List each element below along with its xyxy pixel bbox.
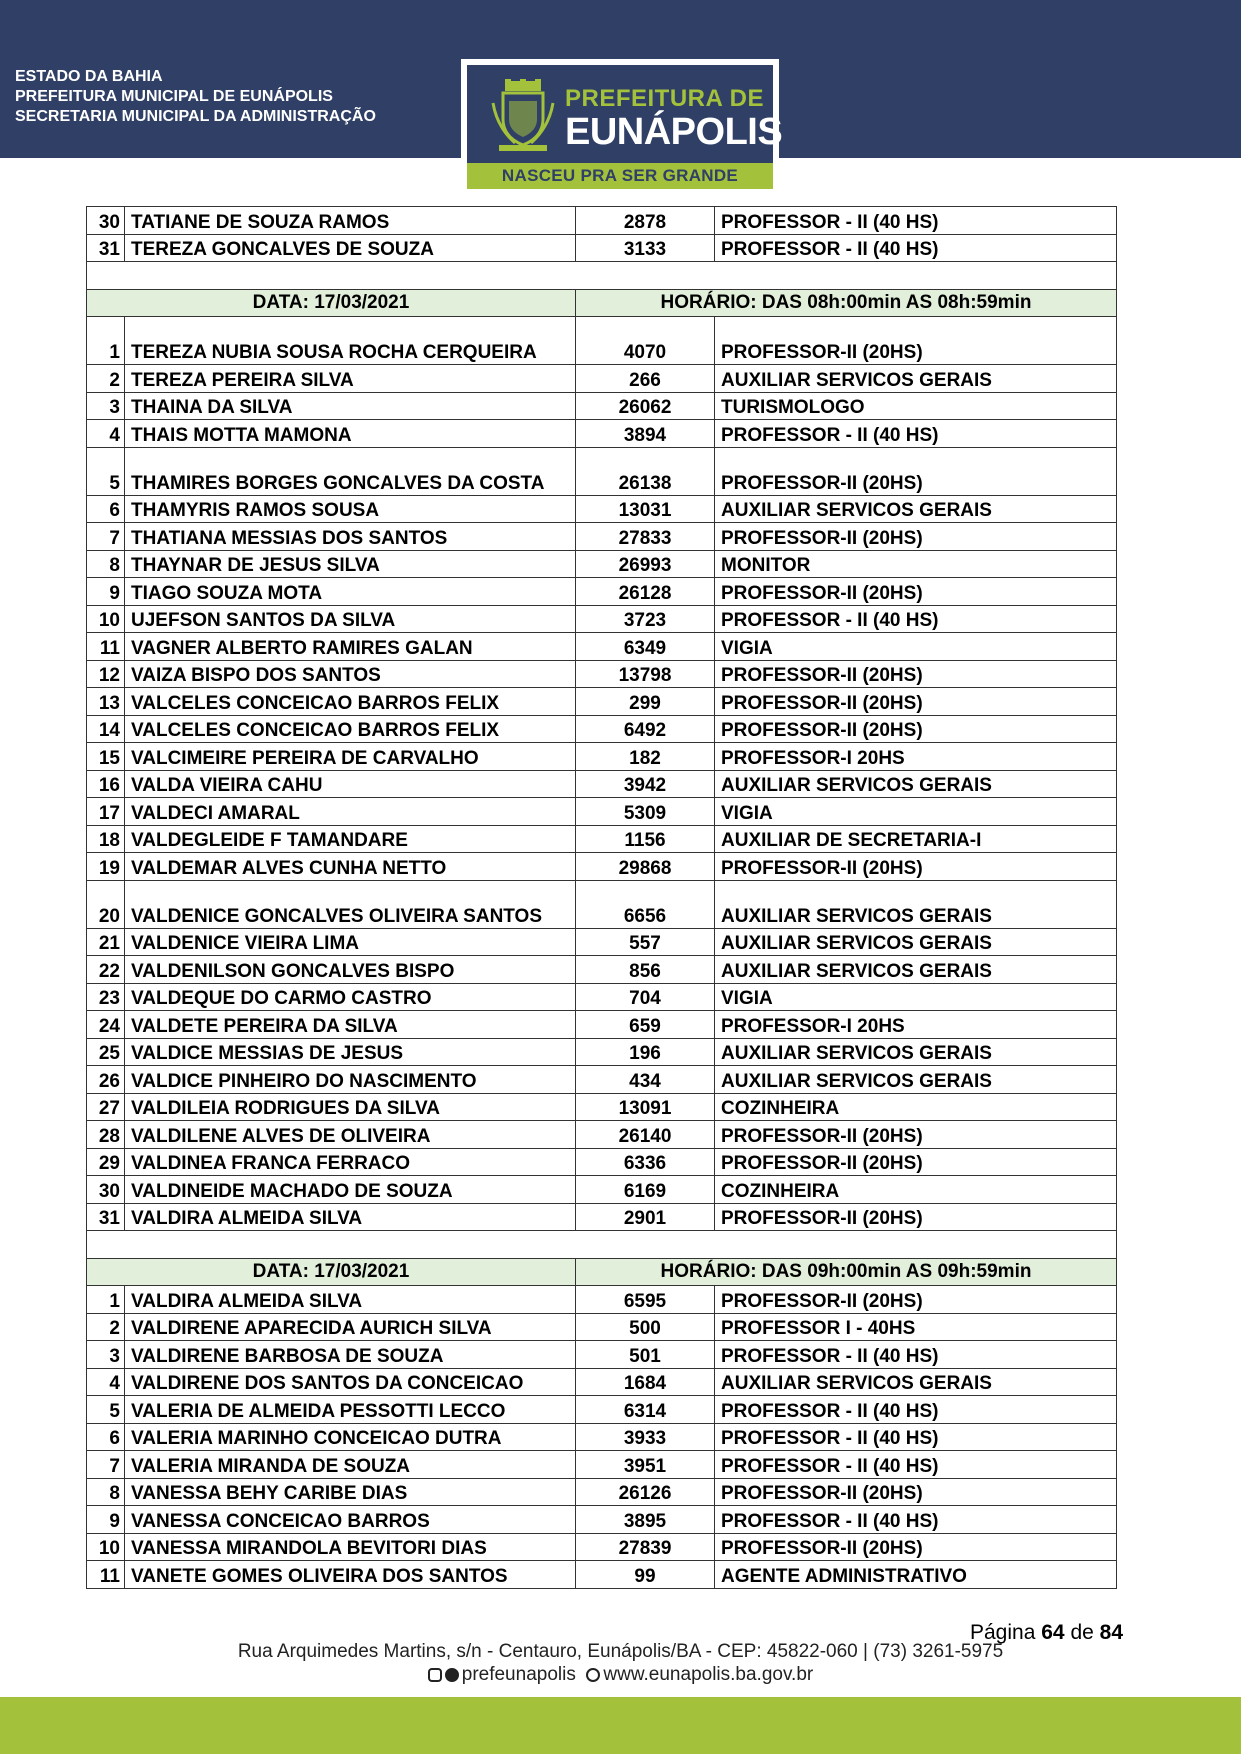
job-title: PROFESSOR-II (20HS) — [715, 578, 1117, 606]
employee-name: TEREZA PEREIRA SILVA — [125, 365, 576, 393]
employee-name: VALDILEIA RODRIGUES DA SILVA — [125, 1093, 576, 1121]
job-title: VIGIA — [715, 983, 1117, 1011]
registration-number: 29868 — [576, 853, 715, 881]
spacer-cell — [87, 1231, 1117, 1259]
table-row — [87, 392, 1117, 420]
employee-name: VALDEMAR ALVES CUNHA NETTO — [125, 853, 576, 881]
table-row — [87, 798, 1117, 826]
row-number: 30 — [87, 207, 125, 235]
row-number: 24 — [87, 1011, 125, 1039]
registration-number: 704 — [576, 983, 715, 1011]
table-row — [87, 1203, 1117, 1231]
employee-name: VALDA VIEIRA CAHU — [125, 770, 576, 798]
job-title: MONITOR — [715, 550, 1117, 578]
registration-number: 434 — [576, 1066, 715, 1094]
employee-name: TEREZA NUBIA SOUSA ROCHA CERQUEIRA — [125, 317, 576, 365]
registration-number: 501 — [576, 1341, 715, 1369]
table-row — [87, 1148, 1117, 1176]
registration-number: 659 — [576, 1011, 715, 1039]
row-number: 12 — [87, 660, 125, 688]
job-title: AGENTE ADMINISTRATIVO — [715, 1561, 1117, 1589]
staff-schedule-table — [86, 206, 1117, 1589]
row-number: 9 — [87, 578, 125, 606]
job-title: AUXILIAR SERVICOS GERAIS — [715, 365, 1117, 393]
row-number: 16 — [87, 770, 125, 798]
job-title: COZINHEIRA — [715, 1176, 1117, 1204]
registration-number: 3723 — [576, 605, 715, 633]
employee-name: VANESSA MIRANDOLA BEVITORI DIAS — [125, 1533, 576, 1561]
job-title: PROFESSOR-II (20HS) — [715, 1121, 1117, 1149]
table-body — [87, 207, 1117, 1589]
row-number: 15 — [87, 743, 125, 771]
registration-number: 26138 — [576, 447, 715, 495]
job-title: TURISMOLOGO — [715, 392, 1117, 420]
row-number: 8 — [87, 550, 125, 578]
table-row — [87, 1038, 1117, 1066]
employee-name: VALDIRA ALMEIDA SILVA — [125, 1203, 576, 1231]
header-line-secretariat: SECRETARIA MUNICIPAL DA ADMINISTRAÇÃO — [15, 108, 376, 125]
registration-number: 26126 — [576, 1478, 715, 1506]
row-number: 1 — [87, 317, 125, 365]
table-row — [87, 956, 1117, 984]
row-number: 27 — [87, 1093, 125, 1121]
logo-panel — [467, 65, 783, 163]
job-title: PROFESSOR - II (40 HS) — [715, 234, 1117, 262]
row-number: 4 — [87, 420, 125, 448]
employee-name: VALDECI AMARAL — [125, 798, 576, 826]
job-title: AUXILIAR SERVICOS GERAIS — [715, 956, 1117, 984]
section-header-row — [87, 1258, 1117, 1286]
registration-number: 13031 — [576, 495, 715, 523]
row-number: 3 — [87, 392, 125, 420]
job-title: AUXILIAR SERVICOS GERAIS — [715, 880, 1117, 928]
row-number: 3 — [87, 1341, 125, 1369]
table-row — [87, 578, 1117, 606]
job-title: PROFESSOR - II (40 HS) — [715, 207, 1117, 235]
registration-number: 26062 — [576, 392, 715, 420]
table-row — [87, 1451, 1117, 1479]
employee-name: VALDINEIDE MACHADO DE SOUZA — [125, 1176, 576, 1204]
job-title: VIGIA — [715, 798, 1117, 826]
header-line-state: ESTADO DA BAHIA — [15, 68, 163, 85]
registration-number: 196 — [576, 1038, 715, 1066]
registration-number: 2878 — [576, 207, 715, 235]
registration-number: 5309 — [576, 798, 715, 826]
row-number: 11 — [87, 633, 125, 661]
row-number: 5 — [87, 1396, 125, 1424]
table-row — [87, 1561, 1117, 1589]
table-row — [87, 1341, 1117, 1369]
employee-name: TATIANE DE SOUZA RAMOS — [125, 207, 576, 235]
job-title: PROFESSOR - II (40 HS) — [715, 1423, 1117, 1451]
row-number: 21 — [87, 928, 125, 956]
table-row — [87, 983, 1117, 1011]
table-row — [87, 1066, 1117, 1094]
employee-name: VALERIA MIRANDA DE SOUZA — [125, 1451, 576, 1479]
job-title: PROFESSOR - II (40 HS) — [715, 1451, 1117, 1479]
table-row — [87, 1423, 1117, 1451]
table-row — [87, 1011, 1117, 1039]
registration-number: 6169 — [576, 1176, 715, 1204]
job-title: PROFESSOR - II (40 HS) — [715, 1341, 1117, 1369]
globe-icon — [586, 1668, 600, 1682]
row-number: 5 — [87, 447, 125, 495]
job-title: PROFESSOR-I 20HS — [715, 743, 1117, 771]
table-row — [87, 1506, 1117, 1534]
employee-name: VANESSA BEHY CARIBE DIAS — [125, 1478, 576, 1506]
job-title: AUXILIAR SERVICOS GERAIS — [715, 495, 1117, 523]
employee-name: VALDIRENE DOS SANTOS DA CONCEICAO — [125, 1368, 576, 1396]
employee-name: VALDILENE ALVES DE OLIVEIRA — [125, 1121, 576, 1149]
job-title: PROFESSOR-II (20HS) — [715, 660, 1117, 688]
table-row — [87, 1121, 1117, 1149]
row-number: 4 — [87, 1368, 125, 1396]
employee-name: VAIZA BISPO DOS SANTOS — [125, 660, 576, 688]
employee-name: VALDEGLEIDE F TAMANDARE — [125, 825, 576, 853]
employee-name: VALDENILSON GONCALVES BISPO — [125, 956, 576, 984]
instagram-icon — [428, 1668, 442, 1682]
job-title: PROFESSOR-II (20HS) — [715, 1203, 1117, 1231]
job-title: PROFESSOR-II (20HS) — [715, 317, 1117, 365]
employee-name: VALDETE PEREIRA DA SILVA — [125, 1011, 576, 1039]
registration-number: 1684 — [576, 1368, 715, 1396]
employee-name: VALDEQUE DO CARMO CASTRO — [125, 983, 576, 1011]
registration-number: 1156 — [576, 825, 715, 853]
job-title: PROFESSOR I - 40HS — [715, 1313, 1117, 1341]
table-row — [87, 880, 1117, 928]
employee-name: VALDENICE VIEIRA LIMA — [125, 928, 576, 956]
employee-name: THAIS MOTTA MAMONA — [125, 420, 576, 448]
registration-number: 182 — [576, 743, 715, 771]
employee-name: VALERIA MARINHO CONCEICAO DUTRA — [125, 1423, 576, 1451]
footer-green-band — [0, 1697, 1241, 1754]
table-row — [87, 234, 1117, 262]
table-row — [87, 420, 1117, 448]
job-title: AUXILIAR SERVICOS GERAIS — [715, 770, 1117, 798]
job-title: PROFESSOR-II (20HS) — [715, 853, 1117, 881]
logo-slogan: NASCEU PRA SER GRANDE — [467, 163, 773, 189]
logo-title-line1: PREFEITURA DE — [565, 85, 764, 112]
row-number: 7 — [87, 523, 125, 551]
employee-name: VALCELES CONCEICAO BARROS FELIX — [125, 715, 576, 743]
registration-number: 3133 — [576, 234, 715, 262]
registration-number: 27839 — [576, 1533, 715, 1561]
header-institution-text — [15, 67, 376, 127]
row-number: 22 — [87, 956, 125, 984]
registration-number: 26128 — [576, 578, 715, 606]
employee-name: VANESSA CONCEICAO BARROS — [125, 1506, 576, 1534]
table-row — [87, 317, 1117, 365]
row-number: 30 — [87, 1176, 125, 1204]
employee-name: VAGNER ALBERTO RAMIRES GALAN — [125, 633, 576, 661]
employee-name: VALCELES CONCEICAO BARROS FELIX — [125, 688, 576, 716]
employee-name: VALDIRA ALMEIDA SILVA — [125, 1286, 576, 1314]
row-number: 20 — [87, 880, 125, 928]
registration-number: 557 — [576, 928, 715, 956]
job-title: PROFESSOR - II (40 HS) — [715, 1396, 1117, 1424]
table-row — [87, 1368, 1117, 1396]
section-header-row — [87, 289, 1117, 317]
job-title: AUXILIAR SERVICOS GERAIS — [715, 928, 1117, 956]
row-number: 14 — [87, 715, 125, 743]
job-title: AUXILIAR SERVICOS GERAIS — [715, 1038, 1117, 1066]
table-row — [87, 207, 1117, 235]
table-row — [87, 633, 1117, 661]
footer-address: Rua Arquimedes Martins, s/n - Centauro, Eunápolis/BA - CEP: 45822-060 | (73) 3261-5975 — [237, 1641, 1004, 1662]
registration-number: 3895 — [576, 1506, 715, 1534]
table-row — [87, 365, 1117, 393]
page-of: de — [1070, 1621, 1094, 1644]
registration-number: 99 — [576, 1561, 715, 1589]
table-row — [87, 1396, 1117, 1424]
row-number: 7 — [87, 1451, 125, 1479]
table-row — [87, 660, 1117, 688]
registration-number: 6336 — [576, 1148, 715, 1176]
job-title: PROFESSOR-II (20HS) — [715, 1478, 1117, 1506]
registration-number: 3951 — [576, 1451, 715, 1479]
spacer-row — [87, 262, 1117, 290]
employee-name: VALDICE MESSIAS DE JESUS — [125, 1038, 576, 1066]
footer-contacts — [0, 1664, 1241, 1686]
row-number: 10 — [87, 1533, 125, 1561]
registration-number: 27833 — [576, 523, 715, 551]
page-current: 64 — [1041, 1621, 1065, 1644]
row-number: 1 — [87, 1286, 125, 1314]
employee-name: VANETE GOMES OLIVEIRA DOS SANTOS — [125, 1561, 576, 1589]
job-title: PROFESSOR-II (20HS) — [715, 1148, 1117, 1176]
registration-number: 3942 — [576, 770, 715, 798]
job-title: PROFESSOR-I 20HS — [715, 1011, 1117, 1039]
table-row — [87, 715, 1117, 743]
employee-name: VALDIRENE APARECIDA AURICH SILVA — [125, 1313, 576, 1341]
section-date: DATA: 17/03/2021 — [87, 1258, 576, 1286]
coat-of-arms-icon — [491, 79, 555, 153]
employee-name: TIAGO SOUZA MOTA — [125, 578, 576, 606]
job-title: COZINHEIRA — [715, 1093, 1117, 1121]
job-title: AUXILIAR SERVICOS GERAIS — [715, 1066, 1117, 1094]
row-number: 29 — [87, 1148, 125, 1176]
employee-name: THAMYRIS RAMOS SOUSA — [125, 495, 576, 523]
table-row — [87, 825, 1117, 853]
registration-number: 3894 — [576, 420, 715, 448]
job-title: PROFESSOR-II (20HS) — [715, 523, 1117, 551]
table-row — [87, 605, 1117, 633]
table-row — [87, 1176, 1117, 1204]
row-number: 11 — [87, 1561, 125, 1589]
job-title: PROFESSOR-II (20HS) — [715, 447, 1117, 495]
job-title: PROFESSOR-II (20HS) — [715, 688, 1117, 716]
section-time: HORÁRIO: DAS 09h:00min AS 09h:59min — [576, 1258, 1117, 1286]
registration-number: 13091 — [576, 1093, 715, 1121]
registration-number: 26993 — [576, 550, 715, 578]
prefecture-logo — [461, 59, 783, 193]
logo-title-line2: EUNÁPOLIS — [565, 111, 783, 153]
employee-name: VALDIRENE BARBOSA DE SOUZA — [125, 1341, 576, 1369]
employee-name: VALDENICE GONCALVES OLIVEIRA SANTOS — [125, 880, 576, 928]
table-row — [87, 550, 1117, 578]
section-date: DATA: 17/03/2021 — [87, 289, 576, 317]
header-line-prefecture: PREFEITURA MUNICIPAL DE EUNÁPOLIS — [15, 88, 333, 105]
section-time: HORÁRIO: DAS 08h:00min AS 08h:59min — [576, 289, 1117, 317]
registration-number: 4070 — [576, 317, 715, 365]
row-number: 10 — [87, 605, 125, 633]
row-number: 6 — [87, 495, 125, 523]
employee-name: THAINA DA SILVA — [125, 392, 576, 420]
registration-number: 13798 — [576, 660, 715, 688]
table-row — [87, 1478, 1117, 1506]
row-number: 25 — [87, 1038, 125, 1066]
row-number: 31 — [87, 234, 125, 262]
employee-name: TEREZA GONCALVES DE SOUZA — [125, 234, 576, 262]
table-row — [87, 853, 1117, 881]
registration-number: 6314 — [576, 1396, 715, 1424]
job-title: PROFESSOR - II (40 HS) — [715, 605, 1117, 633]
row-number: 13 — [87, 688, 125, 716]
registration-number: 2901 — [576, 1203, 715, 1231]
employee-name: VALERIA DE ALMEIDA PESSOTTI LECCO — [125, 1396, 576, 1424]
registration-number: 6492 — [576, 715, 715, 743]
row-number: 18 — [87, 825, 125, 853]
website: www.eunapolis.ba.gov.br — [603, 1664, 814, 1685]
spacer-cell — [87, 262, 1117, 290]
row-number: 6 — [87, 1423, 125, 1451]
table-row — [87, 1313, 1117, 1341]
employee-name: THAYNAR DE JESUS SILVA — [125, 550, 576, 578]
table-row — [87, 688, 1117, 716]
row-number: 28 — [87, 1121, 125, 1149]
social-handle: prefeunapolis — [461, 1664, 576, 1685]
row-number: 26 — [87, 1066, 125, 1094]
row-number: 9 — [87, 1506, 125, 1534]
table-row — [87, 928, 1117, 956]
employee-name: VALDINEA FRANCA FERRACO — [125, 1148, 576, 1176]
job-title: PROFESSOR - II (40 HS) — [715, 420, 1117, 448]
job-title: VIGIA — [715, 633, 1117, 661]
spacer-row — [87, 1231, 1117, 1259]
employee-name: THAMIRES BORGES GONCALVES DA COSTA — [125, 447, 576, 495]
registration-number: 299 — [576, 688, 715, 716]
job-title: PROFESSOR - II (40 HS) — [715, 1506, 1117, 1534]
table-row — [87, 1093, 1117, 1121]
job-title: AUXILIAR SERVICOS GERAIS — [715, 1368, 1117, 1396]
table-row — [87, 447, 1117, 495]
page-total: 84 — [1099, 1621, 1123, 1644]
job-title: PROFESSOR-II (20HS) — [715, 1286, 1117, 1314]
registration-number: 6349 — [576, 633, 715, 661]
row-number: 2 — [87, 365, 125, 393]
table-row — [87, 495, 1117, 523]
table-row — [87, 523, 1117, 551]
employee-name: THATIANA MESSIAS DOS SANTOS — [125, 523, 576, 551]
page-word: Página — [970, 1621, 1036, 1644]
employee-name: VALCIMEIRE PEREIRA DE CARVALHO — [125, 743, 576, 771]
row-number: 8 — [87, 1478, 125, 1506]
registration-number: 26140 — [576, 1121, 715, 1149]
employee-name: VALDICE PINHEIRO DO NASCIMENTO — [125, 1066, 576, 1094]
job-title: PROFESSOR-II (20HS) — [715, 715, 1117, 743]
registration-number: 3933 — [576, 1423, 715, 1451]
table-row — [87, 1286, 1117, 1314]
row-number: 19 — [87, 853, 125, 881]
row-number: 23 — [87, 983, 125, 1011]
registration-number: 6656 — [576, 880, 715, 928]
row-number: 31 — [87, 1203, 125, 1231]
registration-number: 856 — [576, 956, 715, 984]
registration-number: 266 — [576, 365, 715, 393]
row-number: 17 — [87, 798, 125, 826]
table-row — [87, 743, 1117, 771]
job-title: PROFESSOR-II (20HS) — [715, 1533, 1117, 1561]
table-row — [87, 770, 1117, 798]
job-title: AUXILIAR DE SECRETARIA-I — [715, 825, 1117, 853]
employee-name: UJEFSON SANTOS DA SILVA — [125, 605, 576, 633]
registration-number: 500 — [576, 1313, 715, 1341]
row-number: 2 — [87, 1313, 125, 1341]
table-row — [87, 1533, 1117, 1561]
facebook-icon — [445, 1668, 459, 1682]
registration-number: 6595 — [576, 1286, 715, 1314]
